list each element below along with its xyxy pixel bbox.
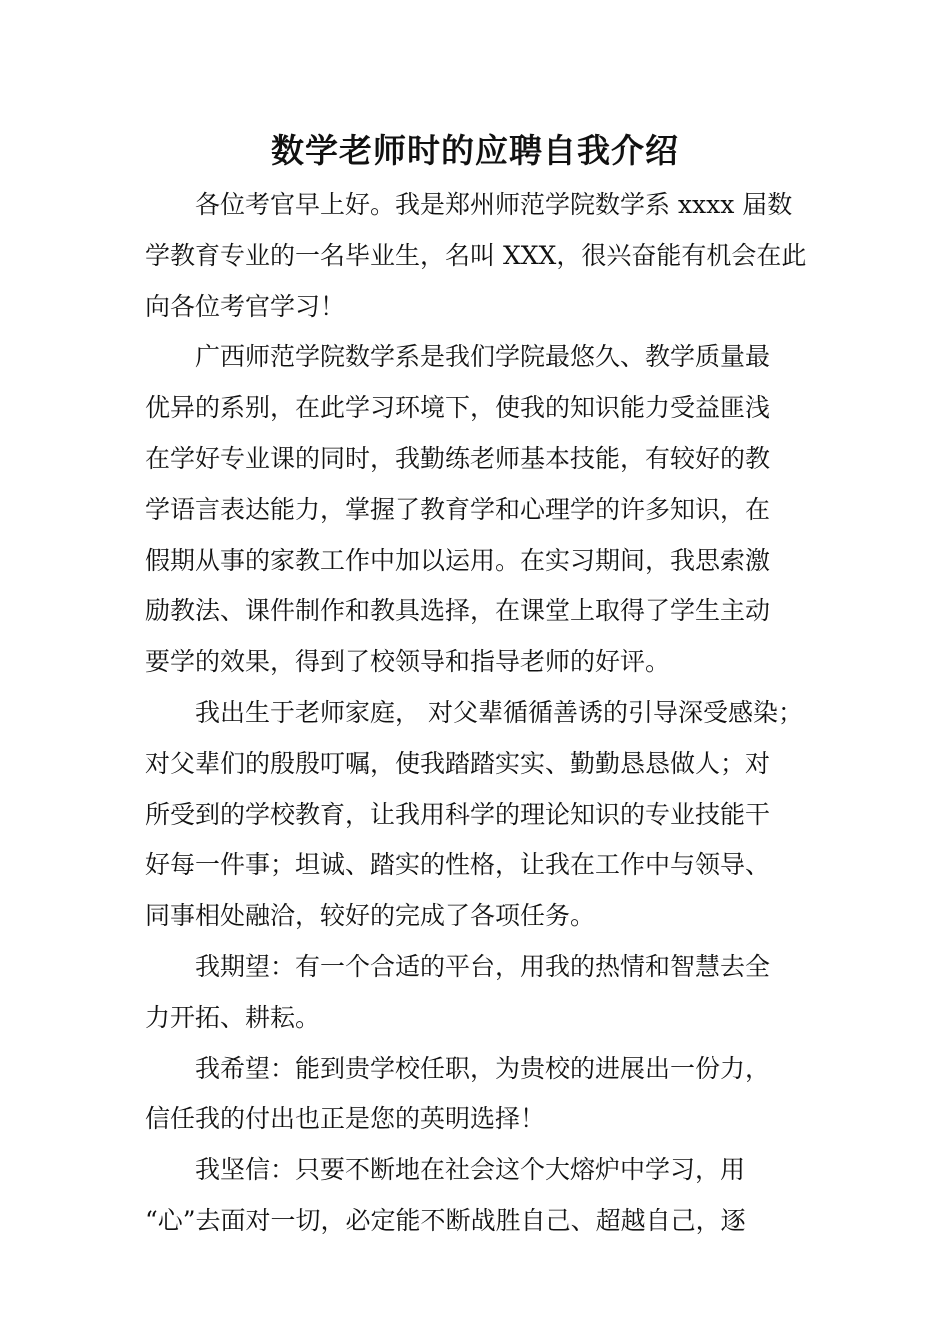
text-line: 假期从事的家教工作中加以运用。在实习期间，我思索激 xyxy=(145,545,771,575)
text-line: 在学好专业课的同时，我勤练老师基本技能，有较好的教 xyxy=(145,443,771,473)
document-title: 数学老师时的应聘自我介绍 xyxy=(271,131,679,170)
text-line: 学教育专业的一名毕业生，名叫 XXX，很兴奋能有机会在此 xyxy=(145,240,807,270)
text-line: 力开拓、耕耘。 xyxy=(145,1002,321,1032)
text-line: 我期望：有一个合适的平台，用我的热情和智慧去全 xyxy=(145,951,771,981)
text-line: 所受到的学校教育，让我用科学的理论知识的专业技能干 xyxy=(145,799,771,829)
text-line: 我坚信：只要不断地在社会这个大熔炉中学习，用 xyxy=(145,1155,746,1185)
text-line: 广西师范学院数学系是我们学院最悠久、教学质量最 xyxy=(145,342,771,372)
text-line: 我希望：能到贵学校任职，为贵校的进展出一份力， xyxy=(145,1053,771,1083)
text-line: 各位考官早上好。我是郑州师范学院数学系 xxxx 届数 xyxy=(145,190,793,219)
text-line: 向各位考官学习！ xyxy=(145,291,346,321)
text-line: 对父辈们的殷殷叮嘱，使我踏踏实实、勤勤恳恳做人；对 xyxy=(145,748,771,778)
text-line: 同事相处融洽，较好的完成了各项任务。 xyxy=(145,901,596,931)
document-body xyxy=(145,180,825,1247)
text-line: 我出生于老师家庭， 对父辈循循善诱的引导深受感染； xyxy=(145,697,803,727)
text-line: 学语言表达能力，掌握了教育学和心理学的许多知识，在 xyxy=(145,494,771,524)
text-line: 优异的系别，在此学习环境下，使我的知识能力受益匪浅 xyxy=(145,393,771,423)
text-line: 好每一件事；坦诚、踏实的性格，让我在工作中与领导、 xyxy=(145,850,771,880)
text-line: 要学的效果，得到了校领导和指导老师的好评。 xyxy=(145,647,671,677)
text-line: 信任我的付出也正是您的英明选择！ xyxy=(145,1104,546,1134)
text-line: “心”去面对一切，必定能不断战胜自己、超越自己，逐 xyxy=(145,1205,746,1235)
text-line: 励教法、课件制作和教具选择，在课堂上取得了学生主动 xyxy=(145,596,771,626)
